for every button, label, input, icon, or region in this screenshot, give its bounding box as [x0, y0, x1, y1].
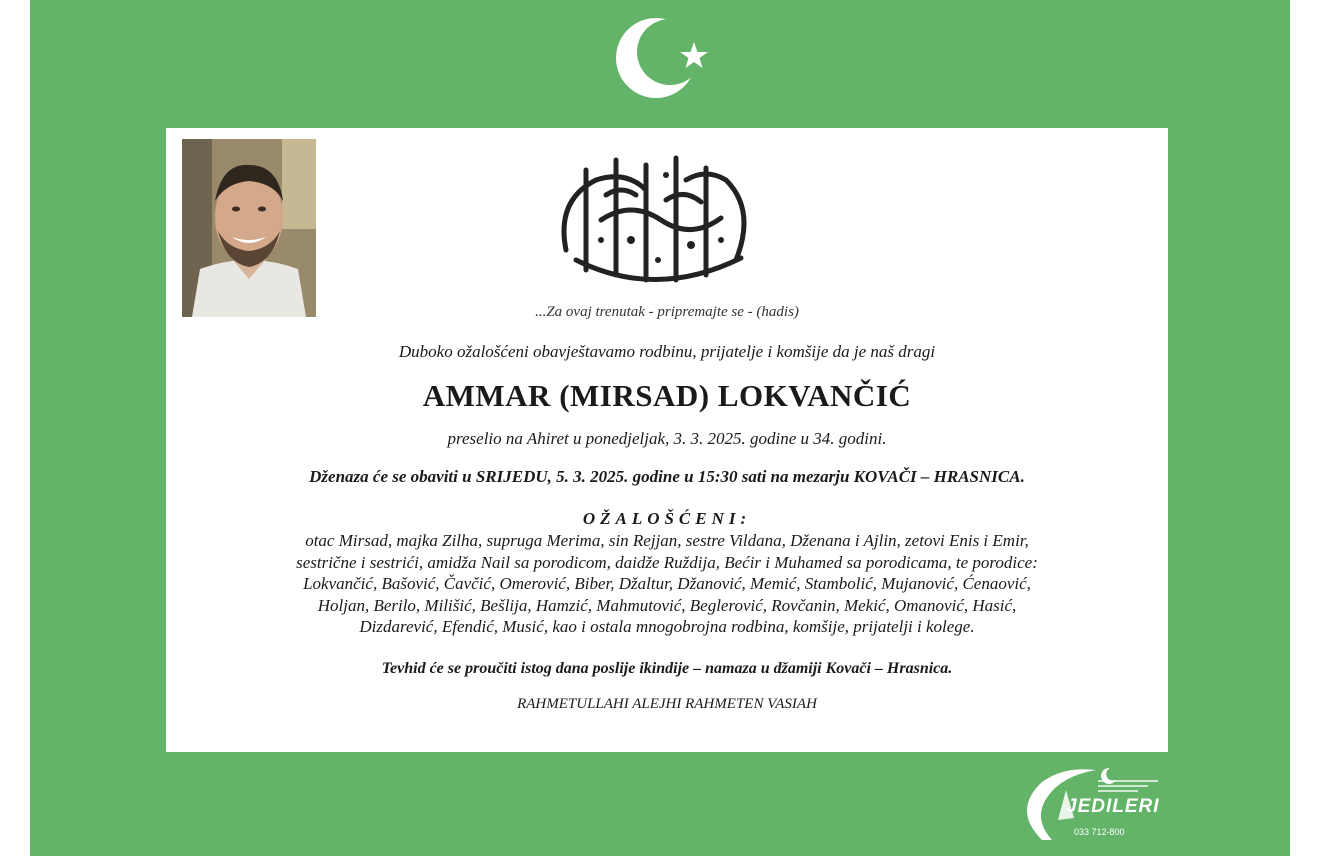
- obituary-card: [166, 128, 1168, 752]
- announcement-intro: Duboko ožalošćeni obavještavamo rodbinu, prijatelje i komšije da je naš dragi: [398, 342, 936, 361]
- crescent-star-icon: [612, 10, 708, 106]
- logo-name: JEDILERI: [1066, 796, 1160, 817]
- mourners-line: Holjan, Berilo, Milišić, Bešlija, Hamzić, Mahmutović, Beglerović, Rovčanin, Mekić, Omanović, Hasić,: [317, 595, 1017, 615]
- tevhid-info: Tevhid će se proučiti istog dana poslije ikindije – namaza u džamiji Kovači – Hrasnica.: [381, 660, 953, 677]
- hadis-quote: ...Za ovaj trenutak - pripremajte se - (hadis): [535, 304, 799, 320]
- deceased-photo: [182, 139, 316, 317]
- arabic-calligraphy-emblem: [546, 140, 766, 300]
- logo-phone: 033 712-800: [1074, 827, 1125, 837]
- mourners-line: Lokvančić, Bašović, Čavčić, Omerović, Biber, Džaltur, Džanović, Memić, Stambolić, Mujanović, Ćenaović,: [303, 574, 1031, 593]
- mourners-list: [166, 530, 1168, 638]
- mourners-line: Dizdarević, Efendić, Musić, kao i ostala mnogobrojna rodbina, komšije, prijatelji i kolege.: [359, 617, 975, 636]
- closing-prayer: RAHMETULLAHI ALEJHI RAHMETEN VASIAH: [517, 696, 817, 712]
- passing-date: preselio na Ahiret u ponedjeljak, 3. 3. 2025. godine u 34. godini.: [447, 429, 887, 448]
- funeral-info: Dženaza će se obaviti u SRIJEDU, 5. 3. 2025. godine u 15:30 sati na mezarju KOVAČI – HRASNICA.: [309, 467, 1025, 486]
- mourners-line: otac Mirsad, majka Zilha, supruga Merima, sin Rejjan, sestre Vildana, Dženana i Ajlin, zetovi Enis i Emir,: [305, 531, 1029, 550]
- mourners-heading: OŽALOŠĆENI:: [582, 509, 752, 528]
- deceased-name: AMMAR (MIRSAD) LOKVANČIĆ: [422, 378, 912, 413]
- mourners-line: sestrične i sestrići, amidža Nail sa porodicom, daidže Ruždija, Bećir i Muhamed sa porodicama, te porodice:: [296, 552, 1038, 572]
